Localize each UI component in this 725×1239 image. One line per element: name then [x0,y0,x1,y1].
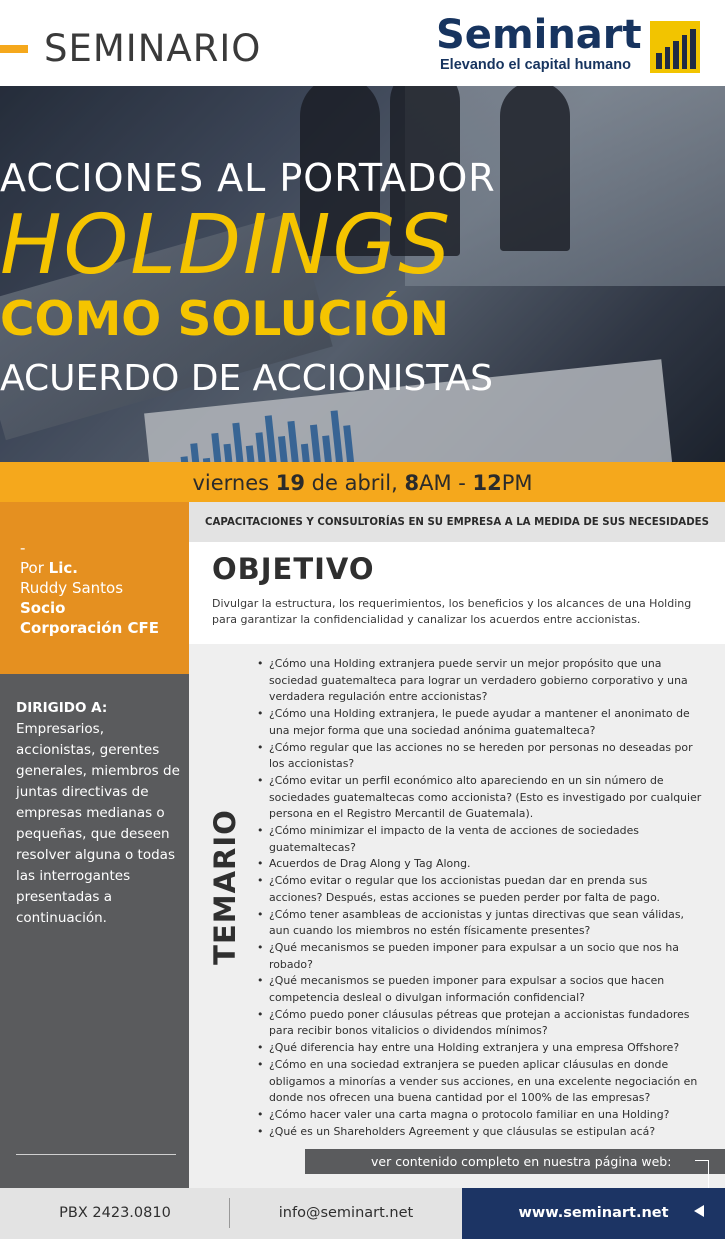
hero-title-line2: HOLDINGS [0,198,453,293]
list-item: • ¿Cómo minimizar el impacto de la venta de acciones de sociedades guatemaltecas? [257,823,703,856]
list-item: • ¿Cómo hacer valer una carta magna o protocolo familiar en una Holding? [257,1107,703,1124]
objective-section [189,542,725,644]
list-item: • ¿Qué es un Shareholders Agreement y que cláusulas se estipulan acá? [257,1124,703,1141]
presenter-box [0,502,189,674]
logo-brand: Seminart [436,12,642,58]
syllabus-section [189,644,725,1188]
objective-heading: OBJETIVO [212,552,375,586]
date-month: de abril, [311,471,398,495]
footer-email-link[interactable]: info@seminart.net [278,1205,414,1221]
logo-tagline: Elevando el capital humano [440,57,631,73]
presenter-title: Lic. [48,559,78,577]
syllabus-heading-wrap [205,809,245,965]
syllabus-heading: TEMARIO [208,809,242,965]
arrow-left-icon [694,1205,704,1217]
divider [16,1154,176,1155]
footer-phone[interactable]: PBX 2423.0810 [59,1205,171,1221]
list-item: • ¿Cómo evitar un perfil económico alto apareciendo en un sin número de sociedades guatemaltecas como accionista? (Esto es investigado por cualquier persona en el Registro Mercantil de Guatemala). [257,773,703,823]
list-item: • ¿Cómo regular que las acciones no se hereden por personas no deseadas por los accionistas? [257,740,703,773]
bar-chart-logo-icon [650,21,700,73]
list-item: • ¿Qué mecanismos se pueden imponer para expulsar a socios que hacen competencia desleal o divulgan información confidencial? [257,973,703,1006]
date-start-num: 8 [404,471,420,495]
list-item: • ¿Cómo puedo poner cláusulas pétreas que protejan a accionistas fundadores para recibir bonos vitalicios o dividendos mínimos? [257,1007,703,1040]
list-item: • ¿Cómo en una sociedad extranjera se pueden aplicar cláusulas en donde obligamos a minorías a vender sus acciones, en una excelente negociación en donde nos ofrecen una buena cantidad por el 100% de las empresas? [257,1057,703,1107]
list-item: • Acuerdos de Drag Along y Tag Along. [257,856,703,873]
event-date [0,462,725,502]
list-item: • ¿Cómo evitar o regular que los accionistas puedan dar en prenda sus acciones? Después, estas acciones se pueden perder por falta de pago. [257,873,703,906]
header [0,0,725,86]
date-separator: - [458,471,466,495]
footer-website-link[interactable]: www.seminart.net [462,1188,725,1239]
audience-heading: DIRIGIDO A: [16,700,108,716]
date-day: 19 [275,471,305,495]
list-item: • ¿Cómo una Holding extranjera puede servir un mejor propósito que una sociedad guatemalteca para lograr un verdadero gobierno corporativo y una verdadera regulación entre accionistas? [257,656,703,706]
date-day-name: viernes [192,471,270,495]
presenter-role: Socio [20,599,66,617]
list-item: • ¿Qué diferencia hay entre una Holding extranjera y una empresa Offshore? [257,1040,703,1057]
section-label: SEMINARIO [44,27,262,70]
hero-title-line3: COMO SOLUCIÓN [0,292,450,347]
presenter-dash: - [20,539,26,557]
date-start-unit: AM [419,471,452,495]
audience-block [16,698,181,929]
date-end-num: 12 [472,471,502,495]
hero-title-line1: ACCIONES AL PORTADOR [0,156,496,200]
web-note: ver contenido completo en nuestra página web: [305,1149,725,1174]
hero-title-line4: ACUERDO DE ACCIONISTAS [0,358,493,399]
services-banner: CAPACITACIONES Y CONSULTORÍAS EN SU EMPRESA A LA MEDIDA DE SUS NECESIDADES [189,502,725,542]
left-column [0,502,189,1188]
presenter-company: Corporación CFE [20,619,160,637]
accent-dash [0,45,28,53]
objective-text: Divulgar la estructura, los requerimientos, los beneficios y los alcances de una Holding para garantizar la confidencialidad y canalizar los acuerdos entre accionistas. [212,597,692,626]
date-end-unit: PM [501,471,533,495]
presenter-name: Ruddy Santos [20,579,124,597]
syllabus-list [257,656,703,1140]
list-item: • ¿Cómo tener asambleas de accionistas y juntas directivas que sean válidas, aun cuando los miembros no estén físicamente presentes? [257,907,703,940]
list-item: • ¿Qué mecanismos se pueden imponer para expulsar a un socio que nos ha robado? [257,940,703,973]
footer [0,1188,725,1239]
presenter-by: Por [20,559,44,577]
list-item: • ¿Cómo una Holding extranjera, le puede ayudar a mantener el anonimato de una mejor forma que una sociedad anónima guatemalteca? [257,706,703,739]
hero-banner [0,86,725,462]
seminart-logo[interactable] [436,12,706,80]
audience-text: Empresarios, accionistas, gerentes generales, miembros de juntas directivas de empresas medianas o pequeñas, que deseen resolver alguna o todas las interrogantes presentadas a continuación. [16,721,180,926]
